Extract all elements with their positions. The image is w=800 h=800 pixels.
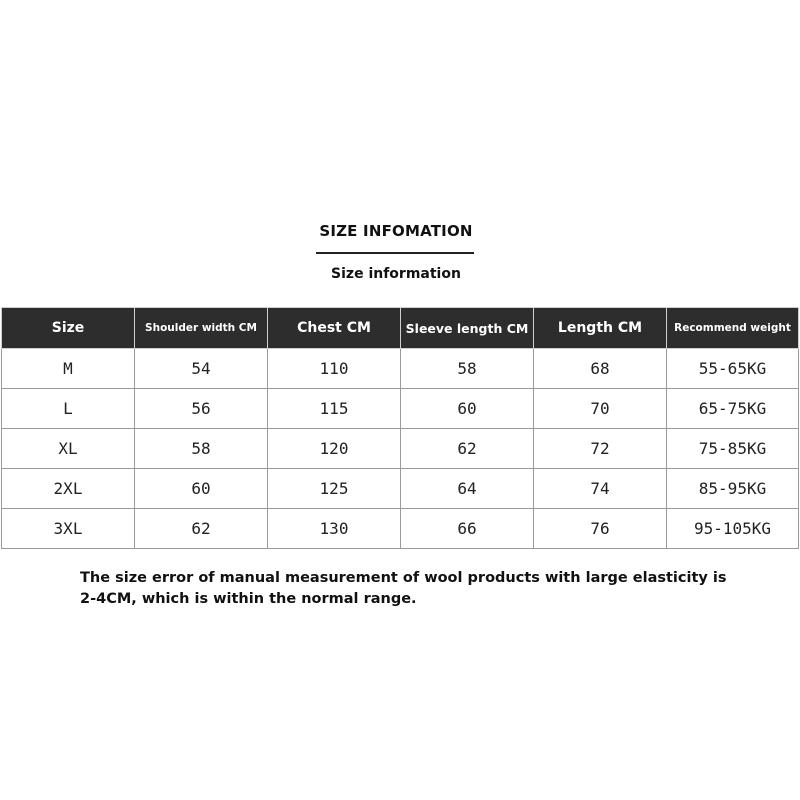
table-row xyxy=(2,429,799,469)
measurement-note-line-1: The size error of manual measurement of wool products with large elasticity is xyxy=(80,570,727,586)
table-cell: 74 xyxy=(534,469,667,509)
table-cell: 115 xyxy=(268,389,401,429)
column-header-size: Size xyxy=(2,308,135,349)
table-row xyxy=(2,469,799,509)
page-title: SIZE INFOMATION xyxy=(319,222,473,240)
table-cell: XL xyxy=(2,429,135,469)
table-row xyxy=(2,389,799,429)
size-table xyxy=(1,307,799,549)
table-header-row xyxy=(2,308,799,349)
page-subtitle: Size information xyxy=(331,266,461,282)
table-cell: 64 xyxy=(401,469,534,509)
table-cell: 85-95KG xyxy=(667,469,799,509)
table-cell: 60 xyxy=(135,469,268,509)
table-cell: 60 xyxy=(401,389,534,429)
table-cell: 54 xyxy=(135,349,268,389)
table-cell: 125 xyxy=(268,469,401,509)
column-header-shoulder-width: Shoulder width CM xyxy=(135,308,268,349)
title-underline xyxy=(316,252,474,254)
table-row xyxy=(2,349,799,389)
table-cell: 130 xyxy=(268,509,401,549)
table-cell: 95-105KG xyxy=(667,509,799,549)
table-cell: 68 xyxy=(534,349,667,389)
table-cell: 66 xyxy=(401,509,534,549)
table-cell: 70 xyxy=(534,389,667,429)
column-header-recommend-weight: Recommend weight xyxy=(667,308,799,349)
measurement-note xyxy=(80,568,780,610)
column-header-sleeve-length: Sleeve length CM xyxy=(401,308,534,349)
table-cell: 55-65KG xyxy=(667,349,799,389)
table-cell: 75-85KG xyxy=(667,429,799,469)
measurement-note-line-2: 2-4CM, which is within the normal range. xyxy=(80,591,417,607)
table-cell: 72 xyxy=(534,429,667,469)
table-row xyxy=(2,509,799,549)
table-cell: M xyxy=(2,349,135,389)
column-header-length: Length CM xyxy=(534,308,667,349)
table-cell: 3XL xyxy=(2,509,135,549)
table-cell: 62 xyxy=(401,429,534,469)
table-cell: 62 xyxy=(135,509,268,549)
table-cell: 58 xyxy=(135,429,268,469)
table-cell: 65-75KG xyxy=(667,389,799,429)
table-cell: 56 xyxy=(135,389,268,429)
table-cell: 58 xyxy=(401,349,534,389)
table-cell: 110 xyxy=(268,349,401,389)
table-cell: 120 xyxy=(268,429,401,469)
table-cell: 2XL xyxy=(2,469,135,509)
table-cell: 76 xyxy=(534,509,667,549)
table-cell: L xyxy=(2,389,135,429)
column-header-chest: Chest CM xyxy=(268,308,401,349)
